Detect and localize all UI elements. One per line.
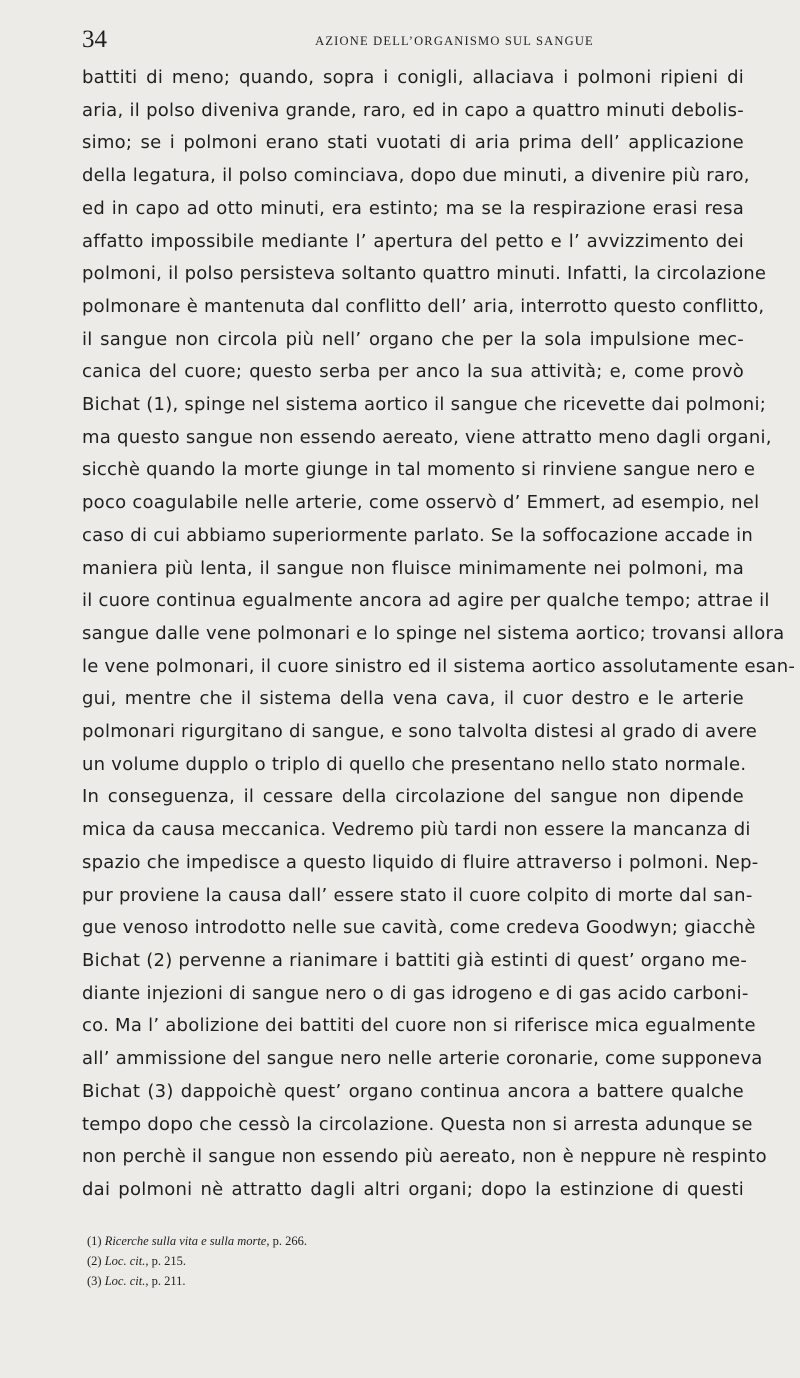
text-line: gui, mentre che il sistema della vena cava, il cuor destro e le arterie bbox=[82, 688, 744, 710]
running-title: AZIONE DELL’ORGANISMO SUL SANGUE bbox=[315, 34, 594, 48]
page-header bbox=[82, 26, 744, 54]
text-line: poco coagulabile nelle arterie, come osservò d’ Emmert, ad esempio, nel bbox=[82, 492, 760, 514]
footnote-mark: (1) bbox=[87, 1233, 102, 1248]
footnotes bbox=[87, 1231, 744, 1291]
text-line: sangue dalle vene polmonari e lo spinge nel sistema aortico; trovansi allora bbox=[82, 622, 785, 644]
footnote-mark: (2) bbox=[87, 1253, 102, 1268]
text-line: spazio che impedisce a questo liquido di fluire attraverso i polmoni. Nep- bbox=[82, 851, 759, 873]
text-line: polmoni, il polso persisteva soltanto quattro minuti. Infatti, la circolazione bbox=[82, 263, 767, 285]
text-line: il sangue non circola più nell’ organo che per la sola impulsione mec- bbox=[82, 328, 744, 350]
footnote-page-ref: p. 215. bbox=[148, 1253, 186, 1268]
text-line: pur proviene la causa dall’ essere stato il cuore colpito di morte dal san- bbox=[82, 884, 753, 906]
text-line: mica da causa meccanica. Vedremo più tardi non essere la mancanza di bbox=[82, 819, 751, 841]
footnote-title: Loc. cit., bbox=[104, 1273, 149, 1288]
text-line: il cuore continua egualmente ancora ad agire per qualche tempo; attrae il bbox=[82, 590, 770, 612]
text-line: Bichat (1), spinge nel sistema aortico il sangue che ricevette dai polmoni; bbox=[82, 394, 767, 416]
text-line: canica del cuore; questo serba per anco la sua attività; e, come provò bbox=[82, 361, 744, 383]
footnote bbox=[87, 1251, 744, 1271]
footnote-title: Ricerche sulla vita e sulla morte, bbox=[104, 1233, 270, 1248]
footnote-title: Loc. cit., bbox=[104, 1253, 149, 1268]
text-line: simo; se i polmoni erano stati vuotati di aria prima dell’ applicazione bbox=[82, 132, 744, 154]
text-line: aria, il polso diveniva grande, raro, ed in capo a quattro minuti debolis- bbox=[82, 99, 744, 121]
text-line: le vene polmonari, il cuore sinistro ed il sistema aortico assolutamente esan- bbox=[82, 655, 796, 677]
text-line: maniera più lenta, il sangue non fluisce minimamente nei polmoni, ma bbox=[82, 557, 744, 579]
text-line: polmonari rigurgitano di sangue, e sono talvolta distesi al grado di avere bbox=[82, 721, 758, 743]
text-line: non perchè il sangue non essendo più aereato, non è neppure nè respinto bbox=[82, 1146, 767, 1168]
text-line: co. Ma l’ abolizione dei battiti del cuore non si riferisce mica egualmente bbox=[82, 1015, 756, 1037]
footnote-page-ref: p. 211. bbox=[148, 1273, 186, 1288]
text-line: dai polmoni nè attratto dagli altri organi; dopo la estinzione di questi bbox=[82, 1178, 744, 1200]
text-line: un volume dupplo o triplo di quello che presentano nello stato normale. bbox=[82, 753, 747, 775]
text-line: diante injezioni di sangue nero o di gas idrogeno e di gas acido carboni- bbox=[82, 982, 749, 1004]
text-line: Bichat (2) pervenne a rianimare i battiti già estinti di quest’ organo me- bbox=[82, 949, 748, 971]
text-line: gue venoso introdotto nelle sue cavità, come credeva Goodwyn; giacchè bbox=[82, 917, 756, 939]
text-line: Bichat (3) dappoichè quest’ organo continua ancora a battere qualche bbox=[82, 1080, 744, 1102]
text-line: ed in capo ad otto minuti, era estinto; ma se la respirazione erasi resa bbox=[82, 197, 744, 219]
text-line: In conseguenza, il cessare della circolazione del sangue non dipende bbox=[82, 786, 744, 808]
text-line: della legatura, il polso cominciava, dopo due minuti, a divenire più raro, bbox=[82, 165, 750, 187]
footnote-page-ref: p. 266. bbox=[269, 1233, 307, 1248]
text-line: tempo dopo che cessò la circolazione. Questa non si arresta adunque se bbox=[82, 1113, 753, 1135]
footnote bbox=[87, 1271, 744, 1291]
body-text bbox=[82, 62, 796, 1207]
footnote-mark: (3) bbox=[87, 1273, 102, 1288]
text-line: affatto impossibile mediante l’ apertura del petto e l’ avvizzimento dei bbox=[82, 230, 744, 252]
text-line: ma questo sangue non essendo aereato, viene attratto meno dagli organi, bbox=[82, 426, 772, 448]
text-line: caso di cui abbiamo superiormente parlato. Se la soffocazione accade in bbox=[82, 524, 754, 546]
text-line: polmonare è mantenuta dal conflitto dell’ aria, interrotto questo conflitto, bbox=[82, 295, 765, 317]
footnote bbox=[87, 1231, 744, 1251]
text-line: battiti di meno; quando, sopra i conigli, allaciava i polmoni ripieni di bbox=[82, 67, 744, 88]
page-number: 34 bbox=[82, 26, 107, 53]
text-line: all’ ammissione del sangue nero nelle arterie coronarie, come supponeva bbox=[82, 1048, 763, 1070]
text-line: sicchè quando la morte giunge in tal momento si rinviene sangue nero e bbox=[82, 459, 756, 481]
